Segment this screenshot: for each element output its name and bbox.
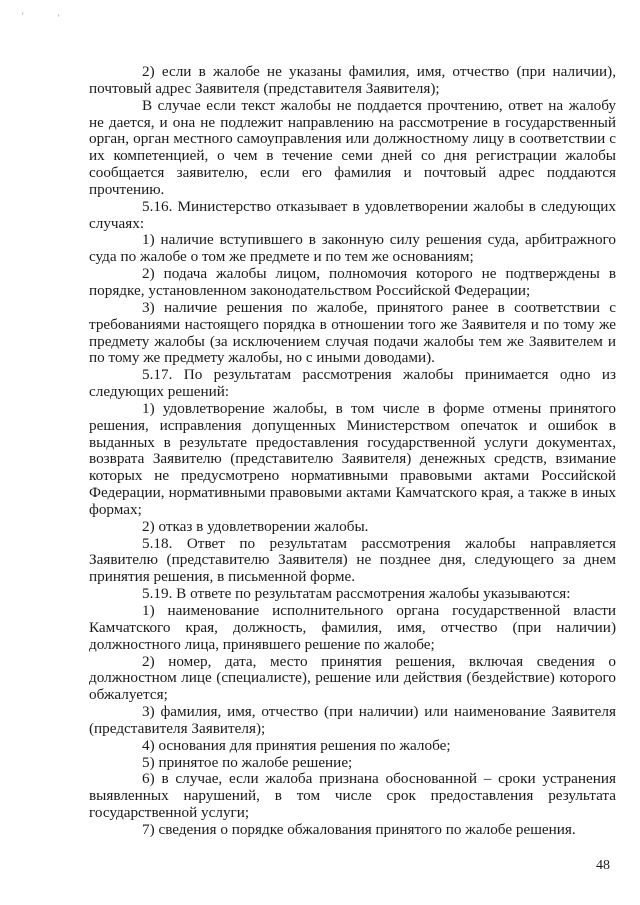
document-body <box>89 64 616 839</box>
paragraph: 1) наличие вступившего в законную силу решения суда, арбитражного суда по жалобе о том же предмете и по тем же основаниям; <box>89 231 616 266</box>
paragraph: 5.18. Ответ по результатам рассмотрения жалобы направляется Заявителю (представителю Заявителя) не позднее дня, следующего за днем принятия решения, в письменной форме. <box>89 534 616 586</box>
paragraph: 3) фамилия, имя, отчество (при наличии) или наименование Заявителя (представителя Заявителя); <box>89 703 616 737</box>
paragraph: 2) номер, дата, место принятия решения, включая сведения о должностном лице (специалисте), решение или действия (бездействие) которого обжалуется; <box>89 652 616 704</box>
paragraph: 2) отказ в удовлетворении жалобы. <box>142 517 369 535</box>
paragraph: 5) принятое по жалобе решение; <box>142 753 353 771</box>
paragraph: 5.17. По результатам рассмотрения жалобы принимается одно из следующих решений: <box>89 366 616 401</box>
paragraph: 7) сведения о порядке обжалования принятого по жалобе решения. <box>142 820 576 838</box>
scan-artifact-mark: ' <box>22 11 24 21</box>
scan-artifact-mark: ' <box>58 13 60 23</box>
page-number: 48 <box>596 858 610 873</box>
paragraph: 3) наличие решения по жалобе, принятого ранее в соответствии с требованиями настоящего порядка в отношении того же Заявителя и по тому же предмету жалобы (за исключением случая подачи жалобы тем же Заявителем и по тому же предмету жалобы, но с иными доводами). <box>89 298 616 367</box>
paragraph: 5.16. Министерство отказывает в удовлетворении жалобы в следующих случаях: <box>89 197 616 232</box>
paragraph: 6) в случае, если жалоба признана обоснованной – сроки устранения выявленных нарушений, в том числе срок предоставления результата государственной услуги; <box>89 770 616 822</box>
paragraph: 1) наименование исполнительного органа государственной власти Камчатского края, должность, фамилия, имя, отчество (при наличии) должностного лица, принявшего решение по жалобе; <box>89 602 616 653</box>
paragraph: 1) удовлетворение жалобы, в том числе в форме отмены принятого решения, исправления допущенных Министерством опечаток и ошибок в выданных в результате предоставления государственной услуги документах, возврата Заявителю (представителю Заявителя) денежных средств, взимание которых не предусмотрено нормативными правовыми актами Российской Федерации, нормативными правовыми актами Камчатского края, а также в иных формах; <box>89 399 616 518</box>
paragraph: 5.19. В ответе по результатам рассмотрения жалобы указываются: <box>142 585 571 603</box>
paragraph: 4) основания для принятия решения по жалобе; <box>142 736 451 754</box>
paragraph: 2) подача жалобы лицом, полномочия которого не подтверждены в порядке, установленном законодательством Российской Федерации; <box>89 265 616 299</box>
paragraph: В случае если текст жалобы не поддается прочтению, ответ на жалобу не дается, и она не подлежит направлению на рассмотрение в государственный орган, орган местного самоуправления или должностному лицу в соответствии с их компетенцией, о чем в течение семи дней со дня регистрации жалобы сообщается заявителю, если его фамилия и почтовый адрес поддаются прочтению. <box>89 96 616 198</box>
paragraph: 2) если в жалобе не указаны фамилия, имя, отчество (при наличии), почтовый адрес Заявителя (представителя Заявителя); <box>89 63 616 97</box>
